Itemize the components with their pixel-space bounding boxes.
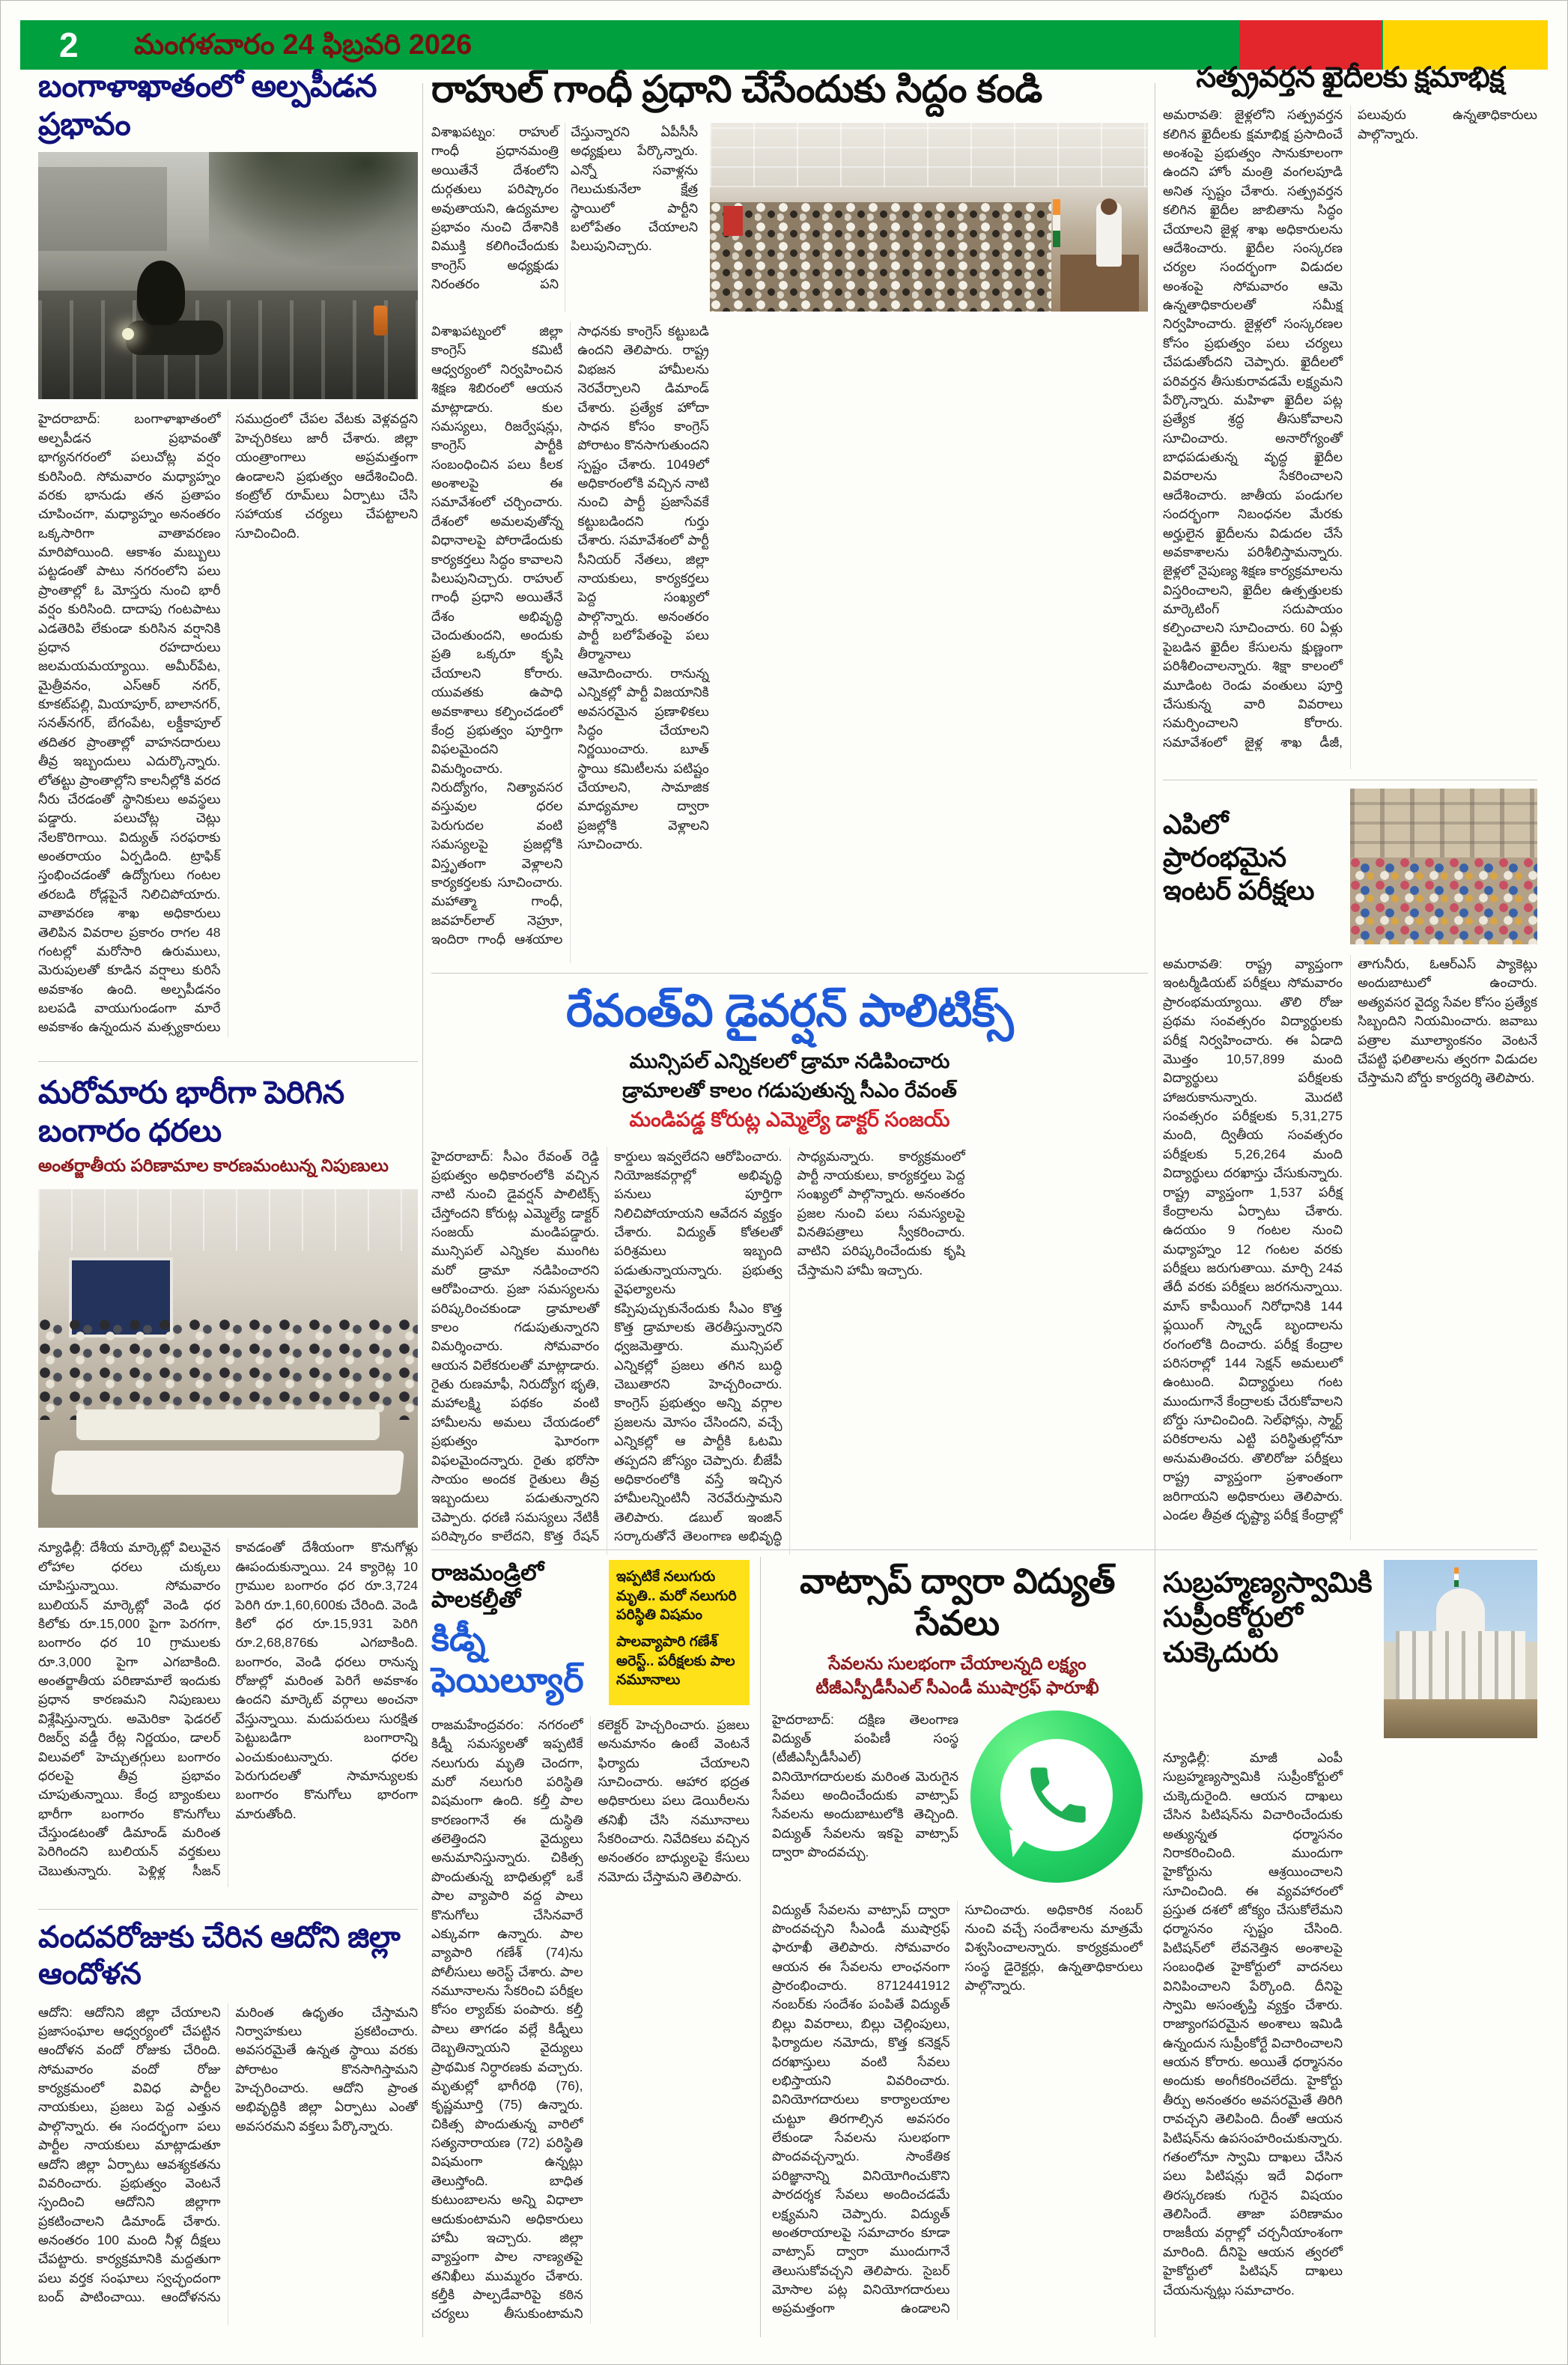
- article-headline: రాహుల్ గాంధీ ప్రధాని చేసేందుకు సిద్దం కండి: [431, 68, 1042, 110]
- photo-headlight: [122, 328, 134, 340]
- photo-flag: [1053, 199, 1060, 247]
- article-subheads: [431, 1047, 1148, 1135]
- article-swamy: [1163, 1560, 1537, 2316]
- article-body: విద్యుత్ సేవలను వాట్సాప్ ద్వారా పొందవచ్చని సీఎండీ ముషార్రఫ్ ఫారూఖీ తెలిపారు. సోమవారం ఆయన ఈ సేవలను లాంఛనంగా ప్రారంభించారు. 8712441912 నంబర్‌కు సందేశం పంపితే విద్యుత్ బిల్లు వివరాలు, బిల్లు చెల్లింపులు, ఫిర్యాదుల నమోదు, కొత్త కనెక్షన్ దరఖాస్తులు వంటి సేవలు లభిస్తాయని వివరించారు. వినియోగదారులు కార్యాలయాల చుట్టూ తిరగాల్సిన అవసరం లేకుండా సేవలను సులభంగా పొందవచ్చన్నారు. సాంకేతిక పరిజ్ఞానాన్ని వినియోగించుకొని పారదర్శక సేవలు అందించడమే లక్ష్యమని చెప్పారు. విద్యుత్ అంతరాయాలపై సమాచారం కూడా వాట్సాప్ ద్వారా ముందుగానే తెలుసుకోవచ్చని తెలిపారు. సైబర్ మోసాల పట్ల వినియోగదారులు అప్రమత్తంగా ఉండాలని సూచించారు. అధికారిక నంబర్ నుంచి వచ్చే సందేశాలను మాత్రమే విశ్వసించాలన్నారు. కార్యక్రమంలో సంస్థ డైరెక్టర్లు, ఉన్నతాధికారులు పాల్గొన్నారు.: [772, 1901, 1143, 2316]
- photo-ceiling: [710, 123, 1148, 187]
- photo-table-back: [76, 1409, 380, 1440]
- article-headline: బంగాళాఖాతంలో అల్పపీడన ప్రభావం: [38, 68, 377, 142]
- photo-red-banner: [723, 206, 743, 236]
- subhead-line: డ్రామాలతో కాలం గడుపుతున్న సీఎం రేవంత్: [622, 1079, 957, 1102]
- article-headline: సత్ప్రవర్తన ఖైదీలకు క్షమాభిక్ష: [1196, 62, 1504, 94]
- column-rule: [760, 1557, 761, 2337]
- article-inter-exams: [1163, 789, 1537, 1540]
- article-lead: హైదరాబాద్: దక్షిణ తెలంగాణ విద్యుత్ పంపిణీ సంస్థ (టీజీఎస్పీడీసీఎల్) వినియోగదారులకు మరింత మెరుగైన సేవలు అందించేందుకు వాట్సాప్ సేవలను అందుబాటులోకి తెచ్చింది. విద్యుత్ సేవలను ఇకపై వాట్సాప్ ద్వారా పొందవచ్చు.: [772, 1711, 958, 1860]
- headline-main: కిడ్నీ ఫెయిల్యూర్: [431, 1619, 584, 1700]
- exam-centre-photo: [1350, 789, 1537, 944]
- photo-steps: [1384, 1699, 1537, 1738]
- article-body: హైదరాబాద్: బంగాళాఖాతంలో అల్పపీడన ప్రభావంతో భాగ్యనగరంలో పలుచోట్ల వర్షం కురిసింది. సోమవారం మధ్యాహ్నం వరకు భానుడు తన ప్రతాపం చూపించగా, మధ్యాహ్నం అనంతరం ఒక్కసారిగా వాతావరణం మారిపోయింది. ఆకాశం మబ్బులు పట్టడంతో పాటు నగరంలోని పలు ప్రాంతాల్లో ఓ మోస్తరు నుంచి భారీ వర్షం కురిసింది. దాదాపు గంటపాటు ఎడతెరిపి లేకుండా కురిసిన వర్షానికి ప్రధాన రహదారులు జలమయమయ్యాయి. అమీర్‌పేట, మైత్రీవనం, ఎస్ఆర్ నగర్, కూకట్‌పల్లి, మియాపూర్, బాలానగర్, సనత్‌నగర్, బేగంపేట, లక్డీకాపూల్ తదితర ప్రాంతాల్లో వాహనదారులు తీవ్ర ఇబ్బందులు ఎదుర్కొన్నారు. లోతట్టు ప్రాంతాల్లోని కాలనీల్లోకి వరద నీరు చేరడంతో స్థానికులు అవస్థలు పడ్డారు. పలుచోట్ల చెట్లు నేలకొరిగాయి. విద్యుత్ సరఫరాకు అంతరాయం ఏర్పడింది. ట్రాఫిక్ స్తంభించడంతో ఉద్యోగులు గంటల తరబడి రోడ్లపైనే నిలిచిపోయారు. వాతావరణ శాఖ అధికారులు తెలిపిన వివరాల ప్రకారం రాగల 48 గంటల్లో మరోసారి ఉరుములు, మెరుపులతో కూడిన వర్షాలు కురిసే అవకాశం ఉంది. అల్పపీడనం బలపడి వాయుగుండంగా మారే అవకాశం ఉన్నందున మత్స్యకారులు సముద్రంలో చేపల వేటకు వెళ్లవద్దని హెచ్చరికలు జారీ చేశారు. జిల్లా యంత్రాంగాలు అప్రమత్తంగా ఉండాలని ప్రభుత్వం ఆదేశించింది. కంట్రోల్ రూమ్‌లు ఏర్పాటు చేసి సహాయక చర్యలు చేపట్టాలని సూచించింది.: [38, 411, 418, 1035]
- article-headline: మరోమారు భారీగా పెరిగిన బంగారం ధరలు: [38, 1075, 344, 1149]
- photo-delegates: [38, 1318, 418, 1420]
- highlight-box: [609, 1560, 750, 1705]
- photo-table-front: [51, 1451, 405, 1495]
- article-headline: రేవంత్‌వి డైవర్షన్ పాలిటిక్స్: [566, 986, 1013, 1036]
- article-cyclone: [38, 67, 418, 1037]
- photo-student-crowd: [1350, 857, 1537, 944]
- congress-meeting-photo: [710, 123, 1148, 312]
- article-body: న్యూఢిల్లీ: మాజీ ఎంపీ సుబ్రహ్మణ్యస్వామికి సుప్రీంకోర్టులో చుక్కెదురైంది. ఆయన దాఖలు చేసిన పిటిషన్‌ను విచారించేందుకు అత్యున్నత ధర్మాసనం నిరాకరించింది. ముందుగా హైకోర్టును ఆశ్రయించాలని సూచించింది. ఈ వ్యవహారంలో ప్రస్తుత దశలో జోక్యం చేసుకోలేమని ధర్మాసనం స్పష్టం చేసింది. పిటిషన్‌లో లేవనెత్తిన అంశాలపై సంబంధిత హైకోర్టులో వాదనలు వినిపించాలని పేర్కొంది. దీనిపై స్వామి అసంతృప్తి వ్యక్తం చేశారు. రాజ్యాంగపరమైన అంశాలు ఇమిడి ఉన్నందున సుప్రీంకోర్టే విచారించాలని ఆయన కోరారు. అయితే ధర్మాసనం అందుకు అంగీకరించలేదు. హైకోర్టు తీర్పు అనంతరం అవసరమైతే తిరిగి రావచ్చని తెలిపింది. దీంతో ఆయన పిటిషన్‌ను ఉపసంహరించుకున్నారు. గతంలోనూ స్వామి దాఖలు చేసిన పలు పిటిషన్లు ఇదే విధంగా తిరస్కరణకు గురైన విషయం తెలిసిందే. తాజా పరిణామం రాజకీయ వర్గాల్లో చర్చనీయాంశంగా మారింది. దీనిపై ఆయన త్వరలో హైకోర్టులో పిటిషన్ దాఖలు చేయనున్నట్లు సమాచారం.: [1163, 1750, 1343, 2298]
- conference-room-photo: [38, 1189, 418, 1528]
- article-body: హైదరాబాద్: సీఎం రేవంత్ రెడ్డి ప్రభుత్వం అధికారంలోకి వచ్చిన నాటి నుంచి డైవర్షన్ పాలిటిక్స్ చేస్తోందని కోరుట్ల ఎమ్మెల్యే డాక్టర్ సంజయ్ మండిపడ్డారు. మున్సిపల్ ఎన్నికల ముంగిట మరో డ్రామా నడిపించారని ఆరోపించారు. ప్రజా సమస్యలను పరిష్కరించకుండా డ్రామాలతో కాలం గడుపుతున్నారని విమర్శించారు. సోమవారం ఆయన విలేకరులతో మాట్లాడారు. రైతు రుణమాఫీ, నిరుద్యోగ భృతి, మహాలక్ష్మి పథకం వంటి హామీలను అమలు చేయడంలో ప్రభుత్వం ఘోరంగా విఫలమైందన్నారు. రైతు భరోసా సాయం అందక రైతులు తీవ్ర ఇబ్బందులు పడుతున్నారని చెప్పారు. ధరణి సమస్యలు నేటికీ పరిష్కారం కాలేదని, కొత్త రేషన్ కార్డులు ఇవ్వలేదని ఆరోపించారు. నియోజకవర్గాల్లో అభివృద్ధి పనులు పూర్తిగా నిలిచిపోయాయని ఆవేదన వ్యక్తం చేశారు. విద్యుత్ కోతలతో పరిశ్రమలు ఇబ్బంది పడుతున్నాయన్నారు. ప్రభుత్వ వైఫల్యాలను కప్పిపుచ్చుకునేందుకు సీఎం కొత్త కొత్త డ్రామాలకు తెరతీస్తున్నారని ధ్వజమెత్తారు. మున్సిపల్ ఎన్నికల్లో ప్రజలు తగిన బుద్ధి చెబుతారని హెచ్చరించారు. కాంగ్రెస్ ప్రభుత్వం అన్ని వర్గాల ప్రజలను మోసం చేసిందని, వచ్చే ఎన్నికల్లో ఆ పార్టీకి ఓటమి తప్పదని జోస్యం చెప్పారు. బీజేపీ అధికారంలోకి వస్తే ఇచ్చిన హామీలన్నింటినీ నెరవేరుస్తామని తెలిపారు. డబుల్ ఇంజిన్ సర్కారుతోనే తెలంగాణ అభివృద్ధి సాధ్యమన్నారు. కార్యక్రమంలో పార్టీ నాయకులు, కార్యకర్తలు పెద్ద సంఖ్యలో పాల్గొన్నారు. అనంతరం ప్రజల నుంచి పలు సమస్యలపై వినతిపత్రాలు స్వీకరించారు. వాటిని పరిష్కరించేందుకు కృషి చేస్తామని హామీ ఇచ్చారు.: [431, 1148, 965, 1544]
- article-body: రాజమహేంద్రవరం: నగరంలో కిడ్నీ సమస్యలతో ఇప్పటికే నలుగురు మృతి చెందగా, మరో నలుగురి పరిస్థితి విషమంగా ఉంది. కల్తీ పాల కారణంగానే ఈ దుస్థితి తలెత్తిందని వైద్యులు అనుమానిస్తున్నారు. చికిత్స పొందుతున్న బాధితుల్లో ఒకే పాల వ్యాపారి వద్ద పాలు కొనుగోలు చేసినవారే ఎక్కువగా ఉన్నారు. పాల వ్యాపారి గణేశ్ (74)ను పోలీసులు అరెస్ట్ చేశారు. పాల నమూనాలను సేకరించి పరీక్షల కోసం ల్యాబ్‌కు పంపారు. కల్తీ పాలు తాగడం వల్లే కిడ్నీలు దెబ్బతిన్నాయని వైద్యులు ప్రాథమిక నిర్ధారణకు వచ్చారు. మృతుల్లో భాగీరథి (76), కృష్ణమూర్తి (75) ఉన్నారు. చికిత్స పొందుతున్న వారిలో సత్యనారాయణ (72) పరిస్థితి విషమంగా ఉన్నట్లు తెలుస్తోంది. బాధిత కుటుంబాలను అన్ని విధాలా ఆదుకుంటామని అధికారులు హామీ ఇచ్చారు. జిల్లా వ్యాప్తంగా పాల నాణ్యతపై తనిఖీలు ముమ్మరం చేశారు. కల్తీకి పాల్పడేవారిపై కఠిన చర్యలు తీసుకుంటామని కలెక్టర్ హెచ్చరించారు. ప్రజలు అనుమానం ఉంటే వెంటనే ఫిర్యాదు చేయాలని సూచించారు. ఆహార భద్రత అధికారులు పలు డెయిరీలను తనిఖీ చేసి నమూనాలు సేకరించారు. నివేదికలు వచ్చిన అనంతరం బాధ్యులపై కేసులు నమోదు చేస్తామని తెలిపారు.: [431, 1716, 750, 2322]
- photo-ceiling: [38, 1189, 418, 1250]
- article-body: న్యూఢిల్లీ: దేశీయ మార్కెట్లో విలువైన లోహాల ధరలు చుక్కలు చూపిస్తున్నాయి. సోమవారం బులియన్ మార్కెట్లో వెండి ధర కిలోకు రూ.15,000 పైగా పెరగగా, బంగారం ధర 10 గ్రాములకు రూ.3,000 పైగా ఎగబాకింది. అంతర్జాతీయ పరిణామాలే ఇందుకు ప్రధాన కారణమని నిపుణులు విశ్లేషిస్తున్నారు. అమెరికా ఫెడరల్ రిజర్వ్ వడ్డీ రేట్ల నిర్ణయం, డాలర్ విలువలో హెచ్చుతగ్గులు బంగారం ధరలపై తీవ్ర ప్రభావం చూపుతున్నాయి. కేంద్ర బ్యాంకులు భారీగా బంగారం కొనుగోలు చేస్తుండటంతో డిమాండ్ మరింత పెరిగిందని బులియన్ వర్తకులు చెబుతున్నారు. పెళ్లిళ్ల సీజన్ కావడంతో దేశీయంగా కొనుగోళ్లు ఊపందుకున్నాయి. 24 క్యారెట్ల 10 గ్రాముల బంగారం ధర రూ.3,724 పెరిగి రూ.1,60,600కు చేరింది. వెండి కిలో ధర రూ.15,931 పెరిగి రూ.2,68,876కు ఎగబాకింది. బంగారం, వెండి ధరలు రానున్న రోజుల్లో మరింత పెరిగే అవకాశం ఉందని మార్కెట్ వర్గాలు అంచనా వేస్తున్నాయి. మదుపరులు సురక్షిత పెట్టుబడిగా బంగారాన్ని ఎంచుకుంటున్నారు. ధరల పెరుగుదలతో సామాన్యులకు బంగారం కొనుగోలు భారంగా మారుతోంది.: [38, 1540, 418, 1878]
- rain-street-photo: [38, 152, 418, 399]
- article-kidney: [431, 1560, 750, 2324]
- photo-motorbike: [126, 321, 223, 355]
- column-rule: [422, 83, 423, 2337]
- photo-flag: [1454, 1567, 1459, 1587]
- photo-crowd: [710, 202, 1051, 312]
- article-subheads: [772, 1651, 1143, 1699]
- article-headline: [431, 1560, 600, 1705]
- subhead-line: సేవలను సులభంగా చేయాలన్నది లక్ష్యం: [828, 1654, 1087, 1674]
- photo-rider: [137, 261, 185, 325]
- headline-kicker: రాజమండ్రిలో పాలకల్తీతో: [431, 1561, 544, 1612]
- subhead-line: మండిపడ్డ కోరుట్ల ఎమ్మెల్యే డాక్టర్ సంజయ్: [629, 1108, 950, 1132]
- subhead-line: మున్సిపల్ ఎన్నికలలో డ్రామా నడిపించారు: [629, 1050, 950, 1073]
- photo-traffic-cone: [374, 306, 387, 336]
- highlight-line: ఇప్పటికే నలుగురు మృతి.. మరో నలుగురి పరిస్థితి విషమం: [616, 1569, 737, 1624]
- article-headline: ఎపిలో ప్రారంభమైన ఇంటర్ పరీక్షలు: [1163, 809, 1314, 905]
- article-body: అమరావతి: జైళ్లలోని సత్ప్రవర్తన కలిగిన ఖైదీలకు క్షమాభిక్ష ప్రసాదించే అంశంపై ప్రభుత్వం సానుకూలంగా ఉందని హోం మంత్రి వంగలపూడి అనిత స్పష్టం చేశారు. సత్ప్రవర్తన కలిగిన ఖైదీల జాబితాను సిద్ధం చేయాలని జైళ్ల శాఖ అధికారులను ఆదేశించారు. ఖైదీల సంస్కరణ చర్యల సందర్భంగా విడుదల అంశంపై సోమవారం ఆమె ఉన్నతాధికారులతో సమీక్ష నిర్వహించారు. జైళ్లలో సంస్కరణల కోసం ప్రభుత్వం పలు చర్యలు చేపడుతోందని చెప్పారు. ఖైదీలలో పరివర్తన తీసుకురావడమే లక్ష్యమని పేర్కొన్నారు. మహిళా ఖైదీల పట్ల ప్రత్యేక శ్రద్ధ తీసుకోవాలని సూచించారు. అనారోగ్యంతో బాధపడుతున్న వృద్ధ ఖైదీల వివరాలను సేకరించాలని ఆదేశించారు. జాతీయ పండుగల సందర్భంగా నిబంధనల మేరకు అర్హులైన ఖైదీలను విడుదల చేసే అవకాశాలను పరిశీలిస్తామన్నారు. జైళ్లలో నైపుణ్య శిక్షణ కార్యక్రమాలను విస్తరించాలని, ఖైదీల ఉత్పత్తులకు మార్కెటింగ్ సదుపాయం కల్పించాలని సూచించారు. 60 ఏళ్లు పైబడిన ఖైదీల కేసులను క్షుణ్ణంగా పరిశీలించాలన్నారు. శిక్షా కాలంలో మూడింట రెండు వంతులు పూర్తి చేసుకున్న వారి వివరాలు సమర్పించాలని కోరారు. సమావేశంలో జైళ్ల శాఖ డీజీ, పలువురు ఉన్నతాధికారులు పాల్గొన్నారు.: [1163, 107, 1537, 750]
- section-rule: [38, 1909, 418, 1910]
- article-headline: వాట్సాప్ ద్వారా విద్యుత్ సేవలు: [800, 1561, 1115, 1643]
- article-body: విశాఖపట్నంలో జిల్లా కాంగ్రెస్ కమిటీ ఆధ్వర్యంలో నిర్వహించిన శిక్షణ శిబిరంలో ఆయన మాట్లాడారు. కుల సమస్యలు, రిజర్వేషన్లు, కాంగ్రెస్ పార్టీకి సంబంధించిన పలు కీలక అంశాలపై ఈ సమావేశంలో చర్చించారు. దేశంలో అమలవుతోన్న విధానాలపై పోరాడేందుకు కార్యకర్తలు సిద్ధం కావాలని పిలుపునిచ్చారు. రాహుల్ గాంధీ ప్రధాని అయితేనే దేశం అభివృద్ధి చెందుతుందని, అందుకు ప్రతి ఒక్కరూ కృషి చేయాలని కోరారు. యువతకు ఉపాధి అవకాశాలు కల్పించడంలో కేంద్ర ప్రభుత్వం పూర్తిగా విఫలమైందని విమర్శించారు. నిరుద్యోగం, నిత్యావసర వస్తువుల ధరల పెరుగుదల వంటి సమస్యలపై ప్రజల్లోకి విస్తృతంగా వెళ్లాలని కార్యకర్తలకు సూచించారు. మహాత్మా గాంధీ, జవహర్‌లాల్ నెహ్రూ, ఇందిరా గాంధీ ఆశయాల సాధనకు కాంగ్రెస్ కట్టుబడి ఉందని తెలిపారు. రాష్ట్ర విభజన హామీలను నెరవేర్చాలని డిమాండ్ చేశారు. ప్రత్యేక హోదా సాధన కోసం కాంగ్రెస్ పోరాటం కొనసాగుతుందని స్పష్టం చేశారు. 1049లో అధికారంలోకి వచ్చిన నాటి నుంచి పార్టీ ప్రజాసేవకే కట్టుబడిందని గుర్తు చేశారు. సమావేశంలో పార్టీ సీనియర్ నేతలు, జిల్లా నాయకులు, కార్యకర్తలు పెద్ద సంఖ్యలో పాల్గొన్నారు. అనంతరం పార్టీ బలోపేతంపై పలు తీర్మానాలు ఆమోదించారు. రానున్న ఎన్నికల్లో పార్టీ విజయానికి అవసరమైన ప్రణాళికలు సిద్ధం చేయాలని నిర్ణయించారు. బూత్ స్థాయి కమిటీలను పటిష్టం చేయాలని, సామాజిక మాధ్యమాల ద్వారా ప్రజల్లోకి వెళ్లాలని సూచించారు.: [431, 324, 709, 947]
- supreme-court-photo: [1384, 1560, 1537, 1738]
- article-headline: సుబ్రహ్మణ్యస్వామికి సుప్రీంకోర్టులో చుక్కెదురు: [1163, 1567, 1373, 1669]
- article-gold: [38, 1073, 418, 1887]
- photo-trees: [209, 152, 418, 266]
- photo-building: [38, 167, 167, 251]
- section-rule: [431, 973, 1148, 974]
- photo-court-building: [1396, 1631, 1525, 1698]
- article-adoni: [38, 1919, 418, 2325]
- photo-reflections: [38, 300, 418, 399]
- phone-icon: [1021, 1758, 1095, 1832]
- page-number: 2: [59, 25, 79, 64]
- subhead-line: టీజీఎస్పీడీసీఎల్ సీఎండీ ముషార్రఫ్ ఫారూఖీ: [815, 1678, 1099, 1698]
- article-headline: వందవరోజుకు చేరిన ఆదోని జిల్లా ఆందోళన: [38, 1921, 401, 1991]
- section-rule: [38, 1061, 418, 1062]
- article-amnesty: [1163, 61, 1537, 769]
- edition-date: మంగళవారం 24 ఫిబ్రవరి 2026: [134, 29, 472, 61]
- article-revanth: [431, 983, 1148, 1555]
- article-lead: విశాఖపట్నం: రాహుల్ గాంధీ ప్రధానమంత్రి అయితేనే దేశంలోని దుర్గతులు పరిష్కారం అవుతాయని, ఉద్యమాల ప్రభావం నుంచి దేశానికి విముక్తి కలిగించేందుకు కాంగ్రెస్ అధ్యక్షుడు నిరంతరం పని చేస్తున్నారని ఏపీసీసీ అధ్యక్షులు పేర్కొన్నారు. ఎన్నో సవాళ్లను గెలుచుకునేలా క్షేత్ర స్థాయిలో పార్టీని బలోపేతం చేయాలని పిలుపునిచ్చారు.: [431, 124, 698, 291]
- whatsapp-icon: [970, 1710, 1143, 1883]
- photo-dome: [1436, 1588, 1486, 1635]
- article-rahul: [431, 67, 1148, 963]
- article-body: ఆదోని: ఆదోనిని జిల్లా చేయాలని ప్రజాసంఘాల ఆధ్వర్యంలో చేపట్టిన ఆందోళన వందో రోజుకు చేరింది. సోమవారం వందో రోజు కార్యక్రమంలో వివిధ పార్టీల నాయకులు, ప్రజలు పెద్ద ఎత్తున పాల్గొన్నారు. ఈ సందర్భంగా పలు పార్టీల నాయకులు మాట్లాడుతూ ఆదోని జిల్లా ఏర్పాటు ఆవశ్యకతను వివరించారు. ప్రభుత్వం వెంటనే స్పందించి ఆదోనిని జిల్లాగా ప్రకటించాలని డిమాండ్ చేశారు. అనంతరం 100 మంది నీళ్ల దీక్షలు చేపట్టారు. కార్యక్రమానికి మద్దతుగా పలు వర్తక సంఘాలు స్వచ్ఛందంగా బంద్ పాటించాయి. ఆందోళనను మరింత ఉధృతం చేస్తామని నిర్వాహకులు ప్రకటించారు. అవసరమైతే ఉన్నత స్థాయి వరకు పోరాటం కొనసాగిస్తామని హెచ్చరించారు. ఆదోని ప్రాంత అభివృద్ధికి జిల్లా ఏర్పాటు ఎంతో అవసరమని వక్తలు పేర్కొన్నారు.: [38, 2004, 418, 2305]
- photo-building: [1350, 789, 1537, 863]
- highlight-line: పాలవ్యాపారి గణేశ్ అరెస్ట్.. పరీక్షలకు పాల నమూనాలు: [616, 1633, 735, 1689]
- article-body: అమరావతి: రాష్ట్ర వ్యాప్తంగా ఇంటర్మీడియట్ పరీక్షలు సోమవారం ప్రారంభమయ్యాయి. తొలి రోజు ప్రథమ సంవత్సరం విద్యార్థులకు పరీక్ష నిర్వహించారు. ఈ ఏడాది మొత్తం 10,57,899 మంది విద్యార్థులు పరీక్షలకు హాజరుకానున్నారు. మొదటి సంవత్సరం పరీక్షలకు 5,31,275 మంది, ద్వితీయ సంవత్సరం పరీక్షలకు 5,26,264 మంది విద్యార్థులు దరఖాస్తు చేసుకున్నారు. రాష్ట్ర వ్యాప్తంగా 1,537 పరీక్ష కేంద్రాలను ఏర్పాటు చేశారు. ఉదయం 9 గంటల నుంచి మధ్యాహ్నం 12 గంటల వరకు పరీక్షలు జరుగుతాయి. మార్చి 24వ తేదీ వరకు పరీక్షలు జరగనున్నాయి. మాస్ కాపీయింగ్ నిరోధానికి 144 ఫ్లయింగ్ స్క్వాడ్ బృందాలను రంగంలోకి దించారు. పరీక్ష కేంద్రాల పరిసరాల్లో 144 సెక్షన్ అమలులో ఉంటుంది. విద్యార్థులు గంట ముందుగానే కేంద్రాలకు చేరుకోవాలని బోర్డు సూచించింది. సెల్‌ఫోన్లు, స్మార్ట్ పరికరాలను ఎట్టి పరిస్థితుల్లోనూ అనుమతించరు. తొలిరోజు పరీక్షలు రాష్ట్ర వ్యాప్తంగా ప్రశాంతంగా జరిగాయని అధికారులు తెలిపారు. ఎండల తీవ్రత దృష్ట్యా పరీక్ష కేంద్రాల్లో తాగునీరు, ఓఆర్ఎస్ ప్యాకెట్లు అందుబాటులో ఉంచారు. అత్యవసర వైద్య సేవల కోసం ప్రత్యేక సిబ్బందిని నియమించారు. జవాబు పత్రాల మూల్యాంకనం వెంటనే చేపట్టి ఫలితాలను త్వరగా విడుదల చేస్తామని బోర్డు కార్యదర్శి తెలిపారు.: [1163, 956, 1537, 1522]
- article-subhead: అంతర్జాతీయ పరిణామాల కారణమంటున్న నిపుణులు: [38, 1156, 389, 1176]
- article-whatsapp: [772, 1560, 1143, 2320]
